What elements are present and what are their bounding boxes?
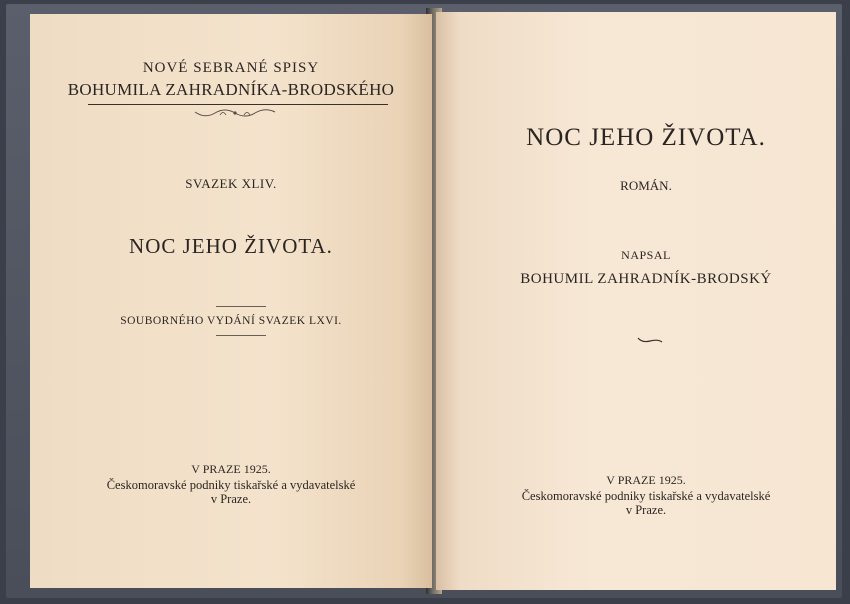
half-title: NOC JEHO ŽIVOTA. — [129, 234, 333, 258]
imprint-place-year: V PRAZE 1925. — [191, 462, 271, 476]
collected-edition-label: SOUBORNÉHO VYDÁNÍ SVAZEK LXVI. — [120, 315, 342, 327]
genre-label: ROMÁN. — [620, 178, 672, 193]
imprint-city: v Praze. — [625, 503, 667, 517]
series-rule — [88, 104, 388, 105]
right-page — [436, 12, 836, 590]
left-page — [30, 14, 432, 588]
divider — [216, 306, 266, 307]
ornament-icon — [190, 107, 280, 121]
series-title-line1: NOVÉ SEBRANÉ SPISY — [142, 60, 320, 76]
squiggle-ornament-icon — [636, 335, 664, 345]
volume-label: SVAZEK XLIV. — [185, 176, 277, 191]
author-name: BOHUMIL ZAHRADNÍK-BRODSKÝ — [520, 271, 772, 287]
imprint-place-year: V PRAZE 1925. — [606, 473, 686, 487]
divider — [216, 335, 266, 336]
imprint-publisher: Českomoravské podniky tiskařské a vydavatelské — [106, 478, 356, 492]
imprint-city: v Praze. — [210, 492, 252, 506]
imprint-publisher: Českomoravské podniky tiskařské a vydavatelské — [521, 489, 771, 503]
series-title-line2: BOHUMILA ZAHRADNÍKA-BRODSKÉHO — [67, 80, 395, 99]
book-title: NOC JEHO ŽIVOTA. — [526, 124, 766, 151]
author-label: NAPSAL — [621, 248, 671, 262]
